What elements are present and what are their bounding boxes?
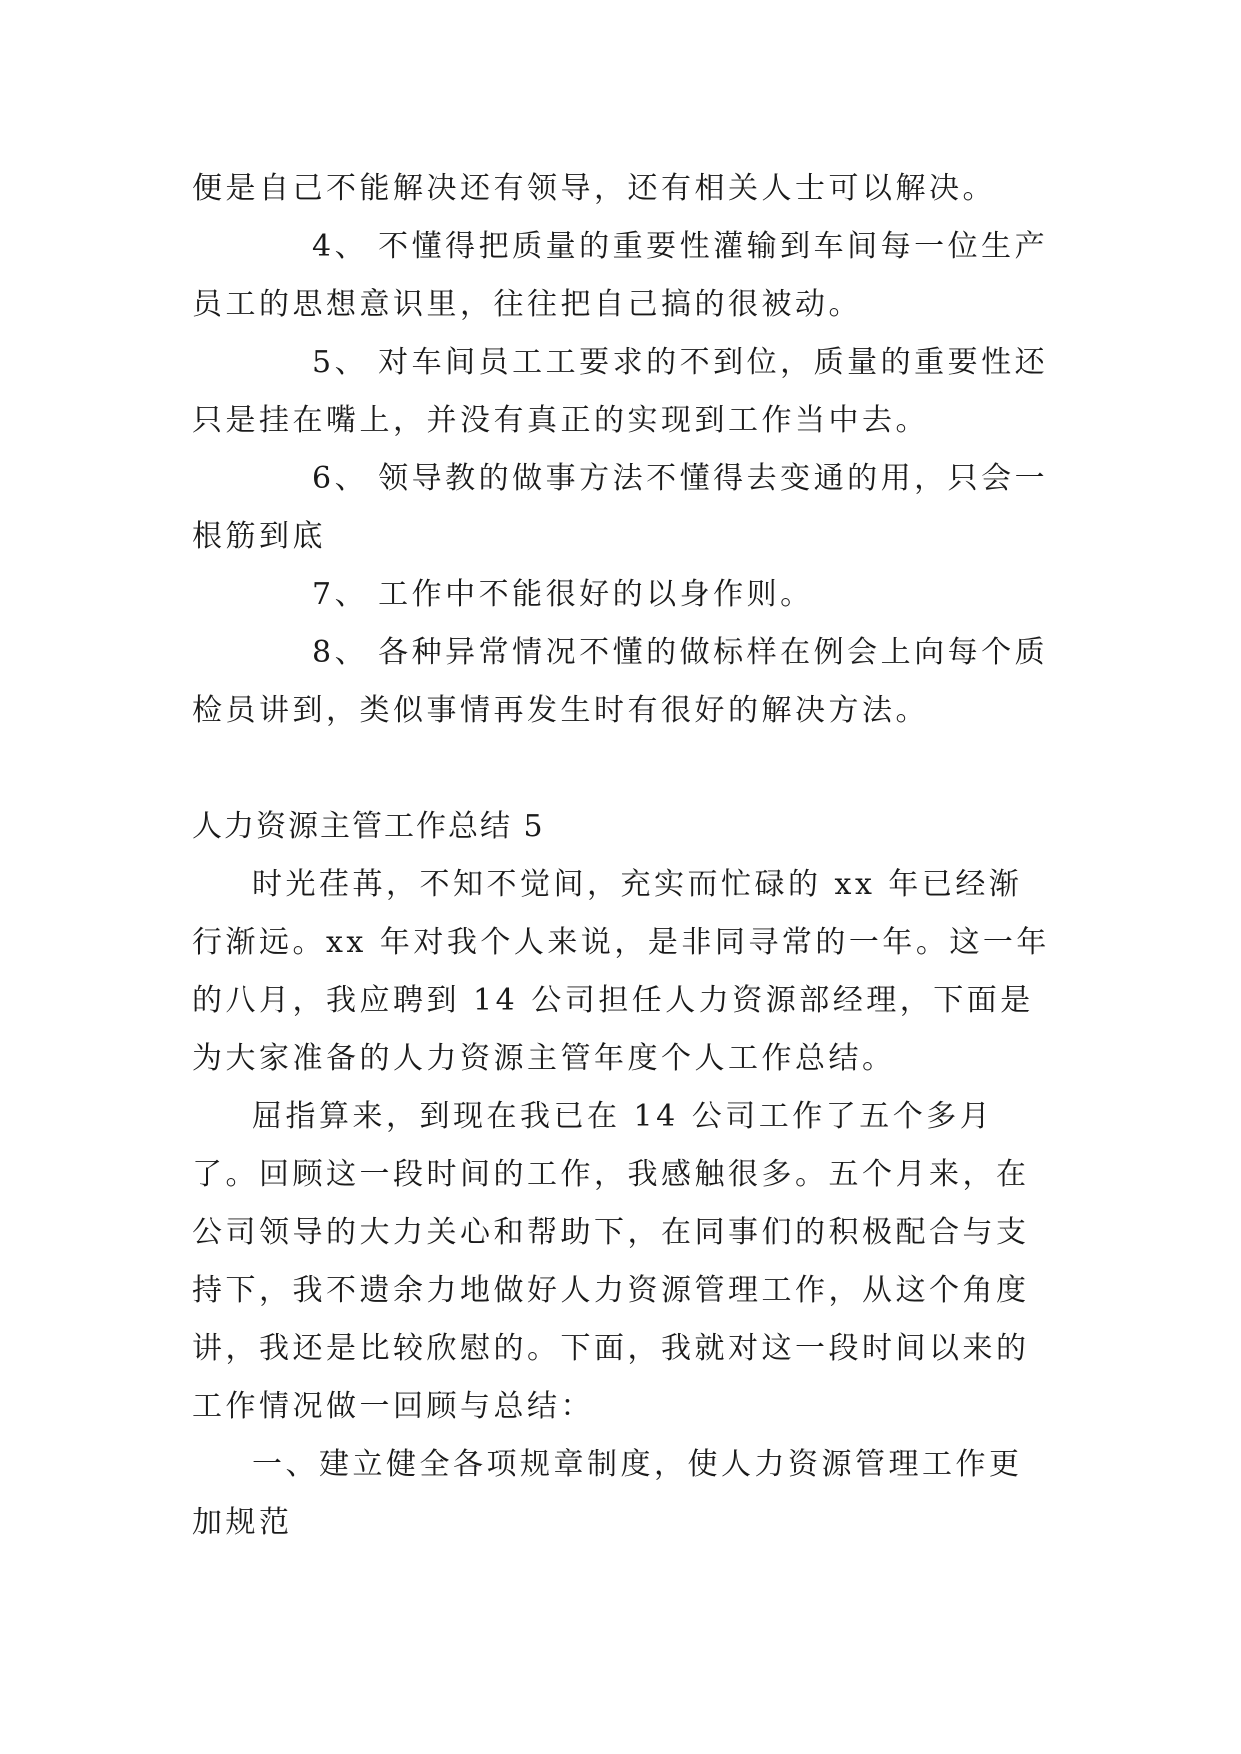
list-item-5 — [192, 334, 1052, 450]
list-item-4 — [192, 218, 1052, 334]
list-item-number: 8、 — [312, 635, 369, 670]
list-item-6 — [192, 450, 1052, 566]
paragraph-continuation: 便是自己不能解决还有领导，还有相关人士可以解决。 — [192, 171, 996, 206]
list-item-number: 7、 — [312, 577, 369, 612]
list-item-number: 5、 — [312, 345, 369, 380]
list-item-text: 对车间员工工要求的不到位，质量的重要性还只是挂在嘴上，并没有真正的实现到工作当中去。 — [192, 345, 1049, 438]
list-item-7 — [192, 566, 1052, 624]
document-body — [192, 160, 1052, 1552]
list-item-number: 6、 — [312, 461, 369, 496]
list-item-text: 工作中不能很好的以身作则。 — [378, 577, 814, 612]
list-item-8 — [192, 624, 1052, 740]
list-item-number: 4、 — [312, 229, 369, 264]
list-item-text: 各种异常情况不懂的做标样在例会上向每个质检员讲到，类似事情再发生时有很好的解决方法。 — [192, 635, 1049, 728]
section-subheading: 一、建立健全各项规章制度，使人力资源管理工作更加规范 — [192, 1447, 1023, 1540]
section-paragraph-2: 屈指算来，到现在我已在 14 公司工作了五个多月了。回顾这一段时间的工作，我感触很多。五个月来，在公司领导的大力关心和帮助下，在同事们的积极配合与支持下，我不遗余力地做好人力资源管理工作，从这个角度讲，我还是比较欣慰的。下面，我就对这一段时间以来的工作情况做一回顾与总结： — [192, 1099, 1030, 1424]
list-item-text: 领导教的做事方法不懂得去变通的用，只会一根筋到底 — [192, 461, 1049, 554]
section-paragraph-1: 时光荏苒，不知不觉间，充实而忙碌的 xx 年已经渐行渐远。xx 年对我个人来说，是非同寻常的一年。这一年的八月，我应聘到 14 公司担任人力资源部经理，下面是为大家准备的人力资源主管年度个人工作总结。 — [192, 867, 1050, 1076]
list-item-text: 不懂得把质量的重要性灌输到车间每一位生产员工的思想意识里，往往把自己搞的很被动。 — [192, 229, 1049, 322]
section-heading: 人力资源主管工作总结 5 — [192, 809, 545, 844]
